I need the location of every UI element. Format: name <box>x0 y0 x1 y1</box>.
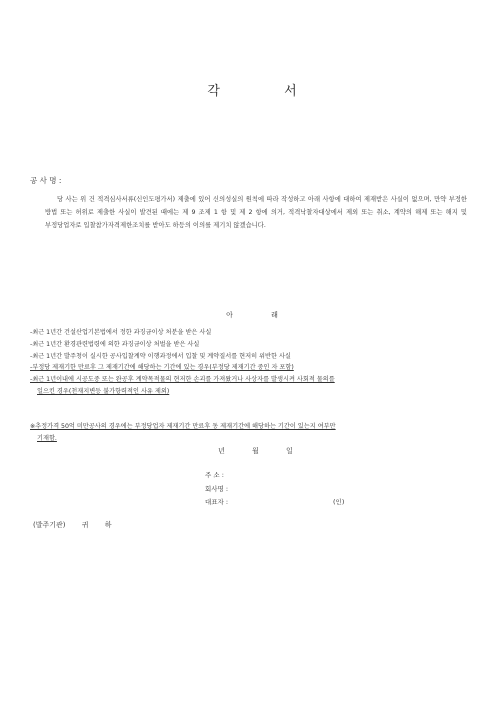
representative-field <box>205 497 345 506</box>
project-name-label: 공 사 명 : <box>30 176 62 185</box>
date-month: 월 <box>252 447 259 455</box>
company-field <box>205 484 228 493</box>
recipient-line <box>33 520 126 530</box>
list-item-text: -최근 1년간 환경관련법령에 의한 과징금이상 처벌을 받은 사실 <box>30 340 200 348</box>
list-item-text: -최근 1년간 발주청이 실시한 공사입찰계약 이행과정에서 입찰 및 계약질서를 현저히 위반한 사실 <box>30 352 291 360</box>
list-item <box>30 351 480 363</box>
list-item <box>30 327 480 339</box>
list-item <box>30 374 480 398</box>
company-label: 회사명 : <box>205 485 229 493</box>
document-title: 각 서 <box>207 84 327 99</box>
list-item-text: -부정당 제재기한 만료후 그 제재기간에 해당하는 기간에 있는 경우(부정당 제재기간 중인 자 포함) <box>30 364 294 372</box>
list-item <box>30 362 480 374</box>
list-item-text: -최근 1년간 건설산업기본법에서 정한 과징금이상 처분을 받은 사실 <box>30 329 212 336</box>
address-field <box>205 470 224 479</box>
sanction-list <box>30 327 480 398</box>
below-heading: 아 래 <box>226 311 296 319</box>
note-continuation: 기재함. <box>37 434 57 442</box>
seal-mark: (인) <box>333 498 345 506</box>
list-item-text: -최근 1년이내에 시공도중 또는 완공후 계약목적물의 현저한 손괴를 가져왔거나 사상자를 발생시켜 사회적 물의를 <box>30 376 335 384</box>
recipient-to: 하 <box>104 521 112 529</box>
address-label: 주 소 : <box>205 471 224 479</box>
recipient-org: (발주기관) <box>33 521 66 529</box>
note <box>30 421 478 445</box>
pledge-body-text: 당 사는 위 건 적격심사서류(신인도평가서) 제출에 있어 신의성실의 원칙에 따라 작성하고 아래 사항에 대하여 제재받은 사실이 없으며, 만약 부정한 방법 또는 허위로 제출한 사실이 발견된 때에는 제 9 조제 1 항 및 제 2 항에 의거, 적격낙찰자대상에서 제외 또는 취소, 계약의 해제 또는 해지 및 부정당업자로 입찰참가자격제한조치를 받아도 하등의 이의를 제기치 않겠습니다. <box>45 196 467 229</box>
list-item-continuation: 일으킨 경우(천재지변등 불가항력적인 사유 제외) <box>37 387 170 395</box>
date-day: 일 <box>286 447 293 455</box>
representative-label: 대표자 : <box>205 498 229 506</box>
date-year: 년 <box>218 447 225 455</box>
recipient-honorific: 귀 <box>81 521 89 529</box>
note-text: ※추정가격 50억 미만공사의 경우에는 부정당업자 제재기간 만료후 동 제재기간에 해당하는 기간이 있는지 여부만 <box>30 423 336 430</box>
list-item <box>30 339 480 351</box>
pledge-body <box>45 193 467 232</box>
